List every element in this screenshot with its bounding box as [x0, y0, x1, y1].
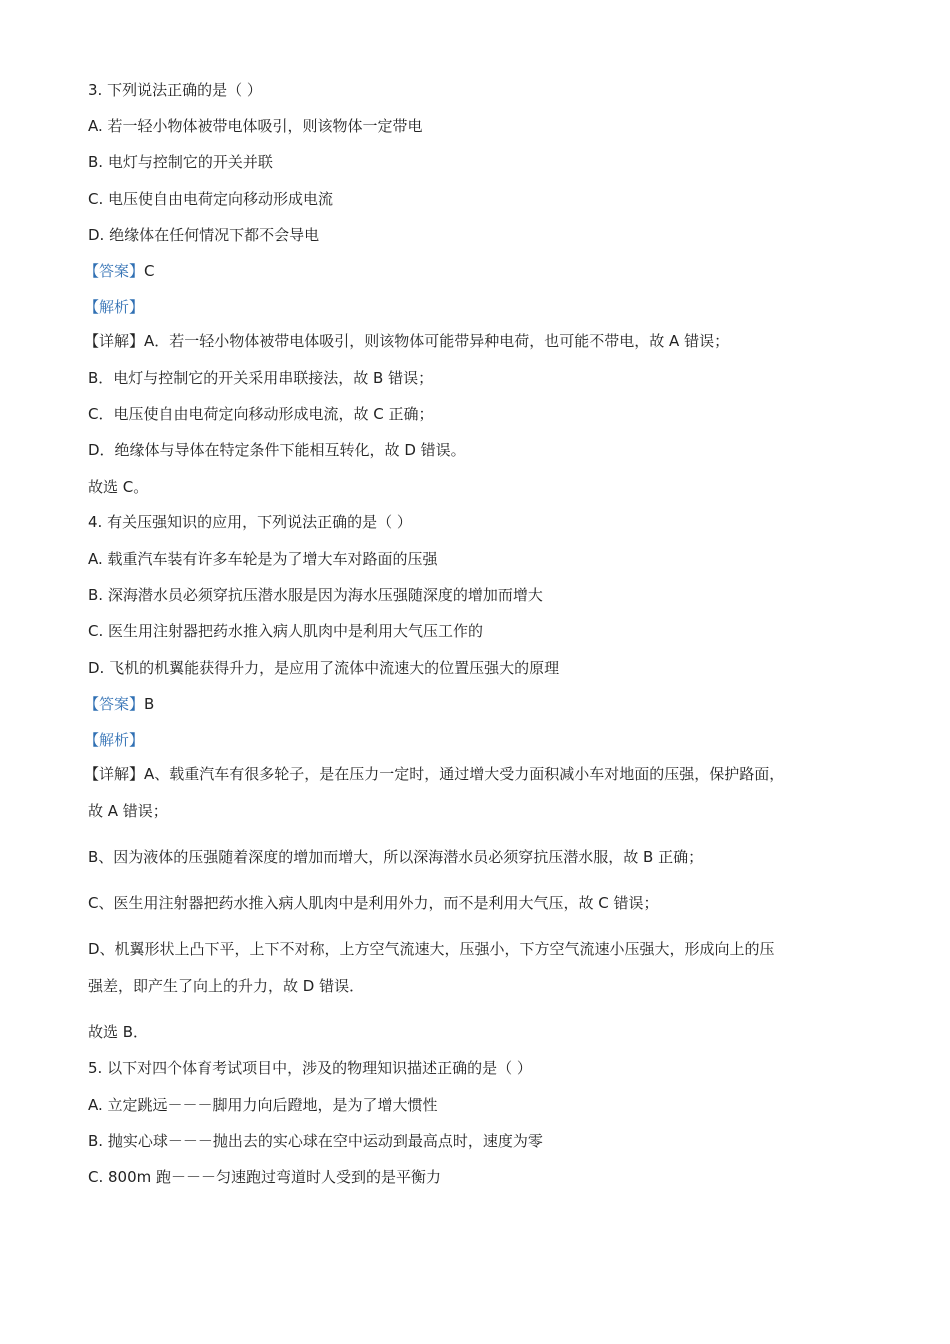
q3-option-d: D. 绝缘体在任何情况下都不会导电 — [88, 226, 320, 244]
q4-answer — [84, 694, 154, 714]
detail-tag: 【详解】 — [84, 332, 145, 350]
q5-option-c: C. 800m 跑－－－匀速跑过弯道时人受到的是平衡力 — [88, 1168, 442, 1186]
q4-option-c: C. 医生用注射器把药水推入病人肌肉中是利用大气压工作的 — [88, 622, 484, 640]
q3-detail-line-4: D．绝缘体与导体在特定条件下能相互转化，故 D 错误。 — [88, 441, 466, 459]
q5-option-b: B. 抛实心球－－－抛出去的实心球在空中运动到最高点时，速度为零 — [88, 1132, 543, 1150]
detail-text: A、载重汽车有很多轮子，是在压力一定时，通过增大受力面积减小车对地面的压强，保护路面， — [144, 765, 785, 783]
q4-detail-line-1 — [84, 764, 784, 784]
detail-tag: 【详解】 — [84, 765, 145, 783]
answer-value: B — [144, 695, 155, 713]
q4-analysis-tag — [84, 730, 144, 750]
q5-stem: 5. 以下对四个体育考试项目中，涉及的物理知识描述正确的是（ ） — [88, 1059, 532, 1077]
q4-detail-line-5: D、机翼形状上凸下平，上下不对称，上方空气流速大，压强小，下方空气流速小压强大，形成向上的压 — [88, 940, 775, 958]
q4-conclusion: 故选 B． — [88, 1023, 149, 1041]
q3-option-b: B. 电灯与控制它的开关并联 — [88, 153, 273, 171]
detail-text: A．若一轻小物体被带电体吸引，则该物体可能带异种电荷，也可能不带电，故 A 错误； — [144, 332, 730, 350]
q5-option-a: A. 立定跳远－－－脚用力向后蹬地，是为了增大惯性 — [88, 1096, 438, 1114]
answer-tag: 【答案】 — [84, 695, 145, 713]
q4-detail-line-6: 强差，即产生了向上的升力，故 D 错误． — [88, 977, 365, 995]
q3-option-c: C. 电压使自由电荷定向移动形成电流 — [88, 190, 334, 208]
q4-stem: 4. 有关压强知识的应用，下列说法正确的是（ ） — [88, 513, 412, 531]
q4-option-b: B. 深海潜水员必须穿抗压潜水服是因为海水压强随深度的增加而增大 — [88, 586, 543, 604]
analysis-tag: 【解析】 — [84, 731, 145, 749]
q4-detail-line-4: C、医生用注射器把药水推入病人肌肉中是利用外力，而不是利用大气压，故 C 错误； — [88, 894, 659, 912]
q3-detail-line-1 — [84, 331, 729, 351]
answer-tag: 【答案】 — [84, 262, 145, 280]
q3-detail-line-2: B．电灯与控制它的开关采用串联接法，故 B 错误； — [88, 369, 434, 387]
q4-detail-line-3: B、因为液体的压强随着深度的增加而增大，所以深海潜水员必须穿抗压潜水服，故 B 正确； — [88, 848, 704, 866]
q3-detail-line-3: C．电压使自由电荷定向移动形成电流，故 C 正确； — [88, 405, 434, 423]
q3-conclusion: 故选 C。 — [88, 478, 149, 496]
q4-option-d: D. 飞机的机翼能获得升力，是应用了流体中流速大的位置压强大的原理 — [88, 659, 560, 677]
answer-value: C — [144, 262, 155, 280]
analysis-tag: 【解析】 — [84, 298, 145, 316]
q3-analysis-tag — [84, 297, 144, 317]
q3-answer — [84, 261, 155, 281]
q3-option-a: A. 若一轻小物体被带电体吸引，则该物体一定带电 — [88, 117, 423, 135]
q3-stem: 3. 下列说法正确的是（ ） — [88, 81, 262, 99]
q4-option-a: A. 载重汽车装有许多车轮是为了增大车对路面的压强 — [88, 550, 438, 568]
q4-detail-line-2: 故 A 错误； — [88, 802, 168, 820]
